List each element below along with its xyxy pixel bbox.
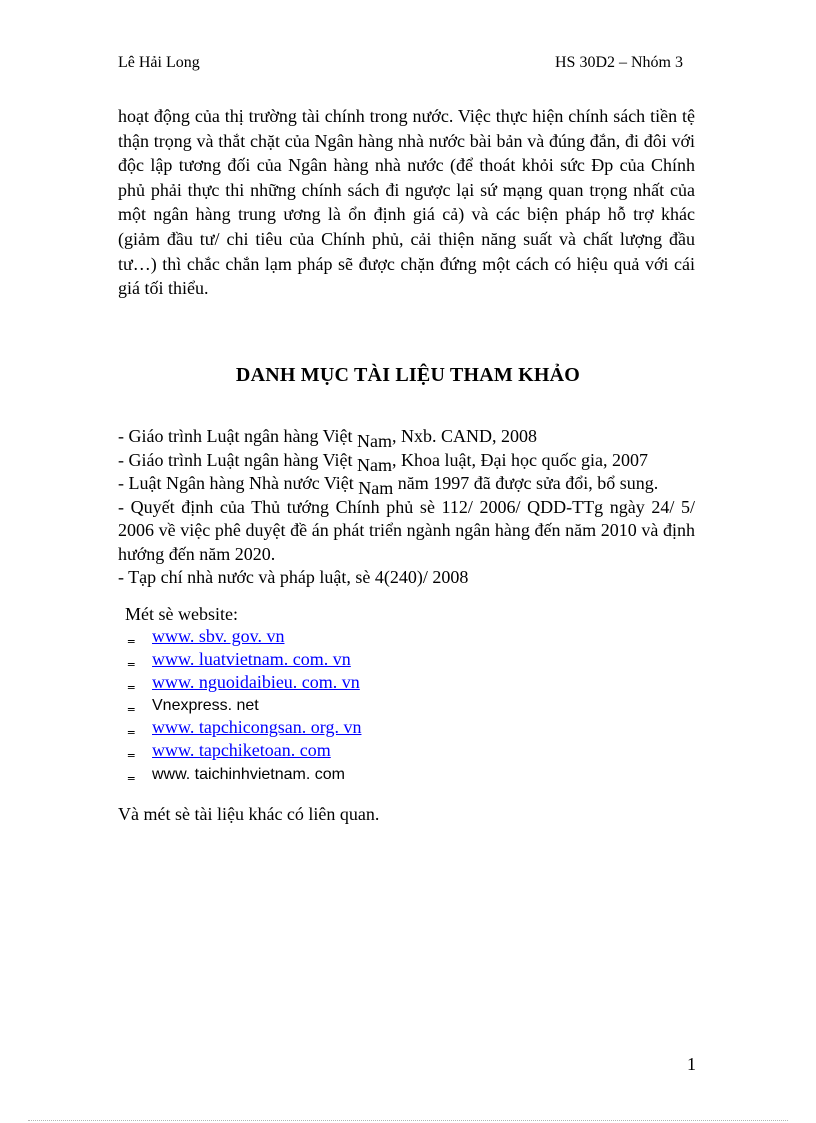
header-author: Lê Hải Long	[118, 54, 200, 71]
reference-item: - Quyết định của Thủ tướng Chính phủ sè 112/ 2006/ QDD-TTg ngày 24/ 5/ 2006 về việc phê duyệt đề án phát triển ngành ngân hàng đến năm 2010 và định hướng đến năm 2020.	[118, 496, 695, 564]
bullet-icon: ‗	[128, 697, 135, 713]
bullet-icon: ‗	[128, 674, 135, 690]
bullet-icon: ‗	[128, 629, 135, 644]
page-number: 1	[687, 1054, 696, 1074]
closing-note: Và mét sè tài liệu khác có liên quan.	[118, 804, 380, 824]
website-item	[128, 693, 361, 716]
website-item	[128, 625, 361, 648]
reference-list	[118, 425, 695, 590]
header-class-group: HS 30D2 – Nhóm 3	[554, 54, 683, 71]
website-item	[128, 648, 361, 671]
website-link[interactable]: www. sbv. gov. vn	[152, 626, 285, 646]
body-paragraph: hoạt động của thị trường tài chính trong nước. Việc thực hiện chính sách tiền tệ thận trọng và thắt chặt của Ngân hàng nhà nước bài bản và đúng đắn, đi đôi với độc lập tương đối của Ngân hàng nhà nước (để thoát khỏi sức Đp của Chính phủ phải thực thi những chính sách đi ngược lại sứ mạng quan trọng nhất của một ngân hàng trung ương là ổn định giá cả) và các biện pháp hỗ trợ khác (giảm đầu tư/ chi tiêu của Chính phủ, cải thiện năng suất và chất lượng đầu tư…) thì chắc chắn lạm pháp sẽ được chặn đứng một cách có hiệu quả với cái giá tối thiểu.	[118, 106, 695, 299]
website-link[interactable]: www. tapchiketoan. com	[152, 739, 331, 760]
website-item	[128, 739, 361, 762]
websites-title: Mét sè website:	[125, 604, 238, 624]
website-text: www. taichinhvietnam. com	[152, 765, 345, 783]
website-text: Vnexpress. net	[152, 697, 259, 715]
website-item	[128, 716, 361, 739]
reference-item: - Tạp chí nhà nước và pháp luật, sè 4(240)/ 2008	[118, 567, 469, 587]
reference-item: - Giáo trình Luật ngân hàng Việt Nam, Khoa luật, Đại học quốc gia, 2007	[118, 449, 648, 475]
website-link[interactable]: www. nguoidaibieu. com. vn	[152, 671, 360, 692]
bullet-icon: ‗	[128, 765, 135, 781]
website-link[interactable]: www. luatvietnam. com. vn	[152, 648, 351, 669]
bullet-icon: ‗	[128, 742, 135, 758]
page-bottom-border	[28, 1120, 788, 1121]
bullet-icon: ‗	[128, 651, 135, 667]
bullet-icon: ‗	[128, 720, 135, 736]
reference-item: - Giáo trình Luật ngân hàng Việt Nam, Nxb. CAND, 2008	[118, 426, 538, 451]
reference-item: - Luật Ngân hàng Nhà nước Việt Nam năm 1997 đã được sửa đổi, bổ sung.	[118, 473, 659, 498]
website-item	[128, 762, 361, 785]
website-item	[128, 671, 361, 694]
website-link[interactable]: www. tapchicongsan. org. vn	[152, 717, 362, 738]
website-list	[128, 625, 361, 785]
reference-section-title: DANH MỤC TÀI LIỆU THAM KHẢO	[235, 364, 581, 386]
